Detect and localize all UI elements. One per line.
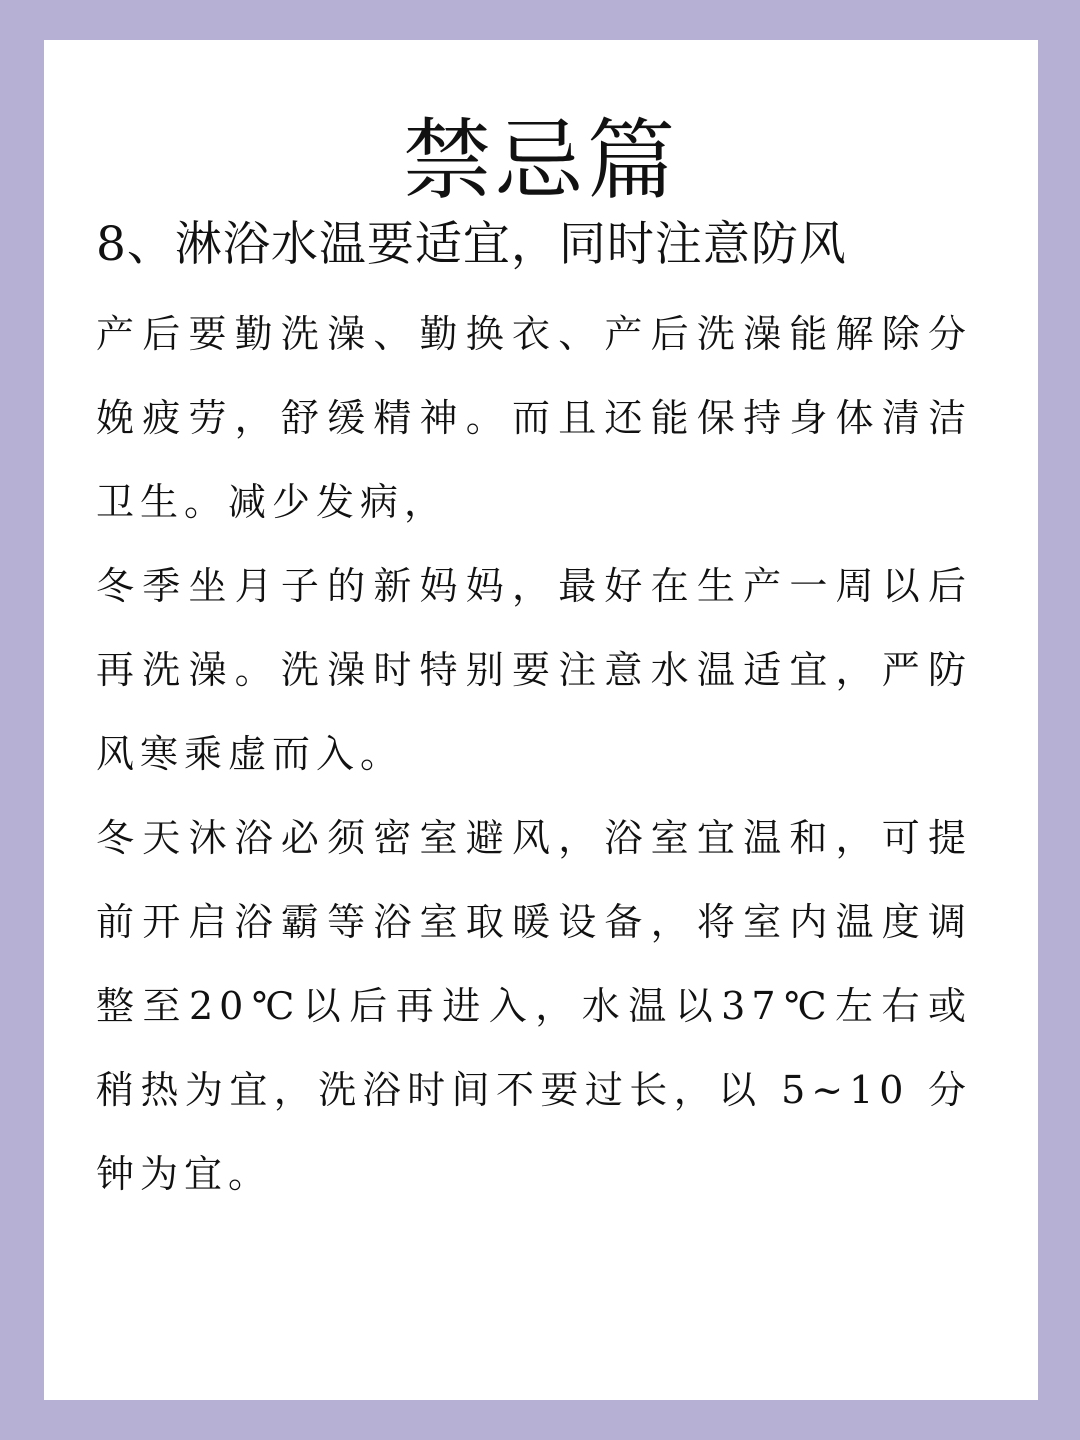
paragraph-postpartum-bathing: 产后要勤洗澡、勤换衣、产后洗澡能解除分娩疲劳，舒缓精神。而且还能保持身体清洁卫生。减少发病， xyxy=(96,312,972,524)
content-card xyxy=(44,40,1038,1400)
paragraph-winter-timing: 冬季坐月子的新妈妈，最好在生产一周以后再洗澡。洗澡时特别要注意水温适宜，严防风寒乘虚而入。 xyxy=(96,564,972,776)
section-heading: 8、淋浴水温要适宜，同时注意防风 xyxy=(96,217,847,272)
paragraph-bathroom-temperature: 冬天沐浴必须密室避风，浴室宜温和，可提前开启浴霸等浴室取暖设备，将室内温度调整至20℃以后再进入，水温以37℃左右或稍热为宜，洗浴时间不要过长，以 5~10 分钟为宜。 xyxy=(96,816,972,1196)
page-title: 禁忌篇 xyxy=(402,109,679,212)
article-body xyxy=(96,292,972,1216)
